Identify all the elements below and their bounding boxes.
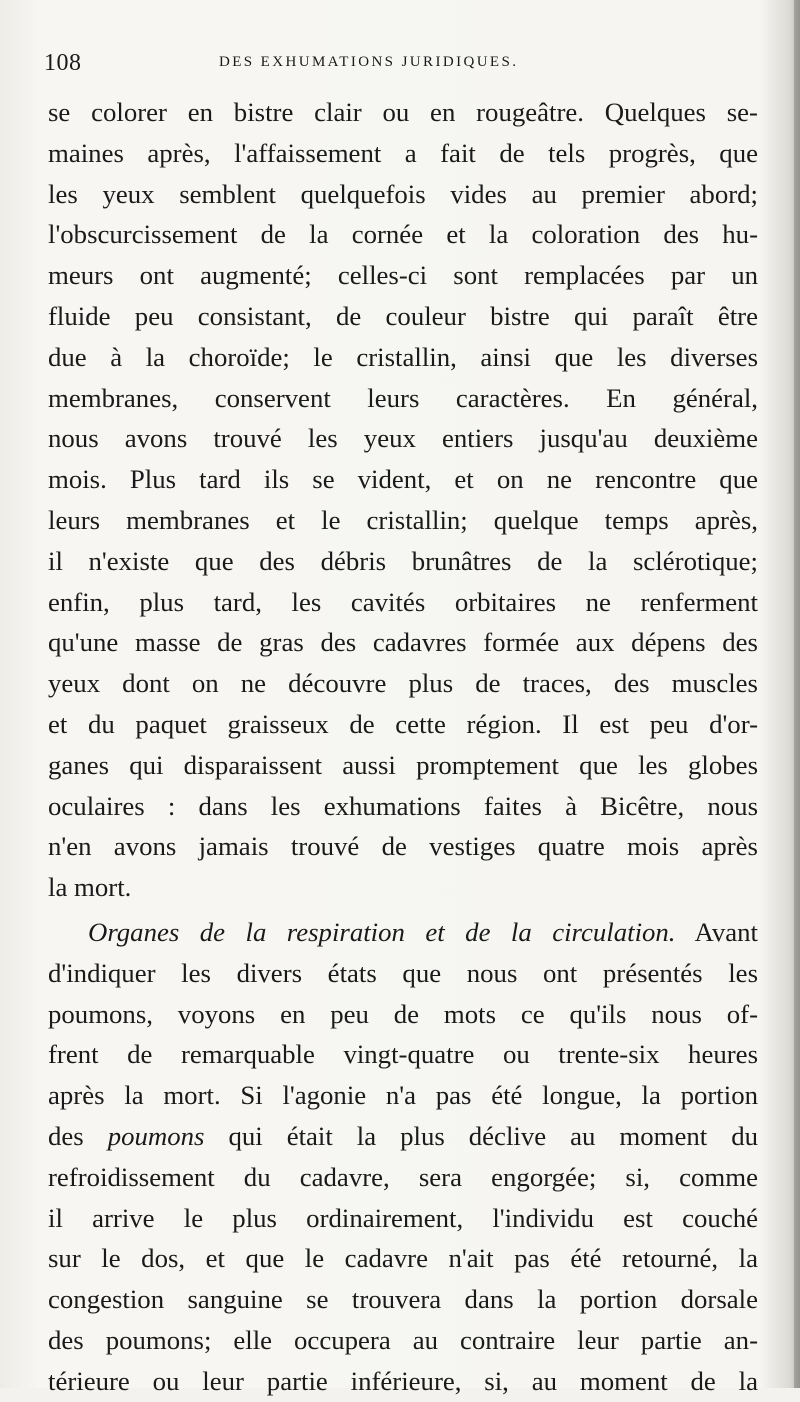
text-line: mois. Plus tard ils se vident, et on ne rencontre que (48, 464, 758, 495)
page-number: 108 (44, 50, 82, 76)
text-line: yeux dont on ne découvre plus de traces, des muscles (48, 668, 758, 699)
text-line: et du paquet graisseux de cette région. Il est peu d'or- (48, 708, 758, 739)
paragraph-eyes (48, 92, 758, 908)
text-line: d'indiquer les divers états que nous ont présentés les (48, 957, 758, 988)
text-fragment: qui était la plus déclive au moment du (204, 1120, 758, 1151)
running-title: DES EXHUMATIONS JURIDIQUES. (219, 54, 519, 70)
text-line: des poumons; elle occupera au contraire leur partie an- (48, 1324, 758, 1355)
text-line: les yeux semblent quelquefois vides au premier abord; (48, 178, 758, 209)
text-line: poumons, voyons en peu de mots ce qu'ils nous of- (48, 998, 758, 1029)
text-line: oculaires : dans les exhumations faites à Bicêtre, nous (48, 790, 758, 821)
text-line: fluide peu consistant, de couleur bistre qui paraît être (48, 300, 758, 331)
text-line (48, 912, 758, 953)
italic-term: poumons (107, 1120, 205, 1151)
paragraph-respiration (48, 912, 758, 1402)
text-line: sur le dos, et que le cadavre n'ait pas été retourné, la (48, 1243, 758, 1274)
text-line: congestion sanguine se trouvera dans la portion dorsale (48, 1284, 758, 1315)
text-fragment: des (48, 1120, 108, 1151)
text-line: membranes, conservent leurs caractères. En général, (48, 382, 758, 413)
text-line (48, 1116, 758, 1157)
text-line: ganes qui disparaissent aussi promptement que les globes (48, 749, 758, 780)
text-line: n'en avons jamais trouvé de vestiges quatre mois après (48, 831, 758, 862)
text-line: meurs ont augmenté; celles-ci sont remplacées par un (48, 260, 758, 291)
page-edge-shadow (794, 0, 800, 1388)
text-line: refroidissement du cadavre, sera engorgée; si, comme (48, 1161, 758, 1192)
text-line: il n'existe que des débris brunâtres de la sclérotique; (48, 545, 758, 576)
text-line: il arrive le plus ordinairement, l'individu est couché (48, 1202, 758, 1233)
text-fragment: Avant (675, 916, 758, 947)
text-line: l'obscurcissement de la cornée et la coloration des hu- (48, 219, 758, 250)
text-line: après la mort. Si l'agonie n'a pas été longue, la portion (48, 1080, 758, 1111)
text-line: leurs membranes et le cristallin; quelque temps après, (48, 504, 758, 535)
text-line: se colorer en bistre clair ou en rougeâtre. Quelques se- (48, 97, 758, 127)
text-line: frent de remarquable vingt-quatre ou trente-six heures (48, 1039, 758, 1070)
running-head (44, 50, 744, 76)
text-line: due à la choroïde; le cristallin, ainsi que les diverses (48, 341, 758, 372)
body-text (48, 92, 758, 1402)
text-line: qu'une masse de gras des cadavres formée aux dépens des (48, 627, 758, 658)
section-heading: Organes de la respiration et de la circulation. (88, 916, 676, 947)
text-line: enfin, plus tard, les cavités orbitaires ne renferment (48, 586, 758, 617)
text-line: térieure ou leur partie inférieure, si, au moment de la (48, 1365, 758, 1396)
text-line: maines après, l'affaissement a fait de tels progrès, que (48, 137, 758, 168)
text-line: nous avons trouvé les yeux entiers jusqu'au deuxième (48, 423, 758, 454)
text-line: la mort. (48, 872, 132, 903)
